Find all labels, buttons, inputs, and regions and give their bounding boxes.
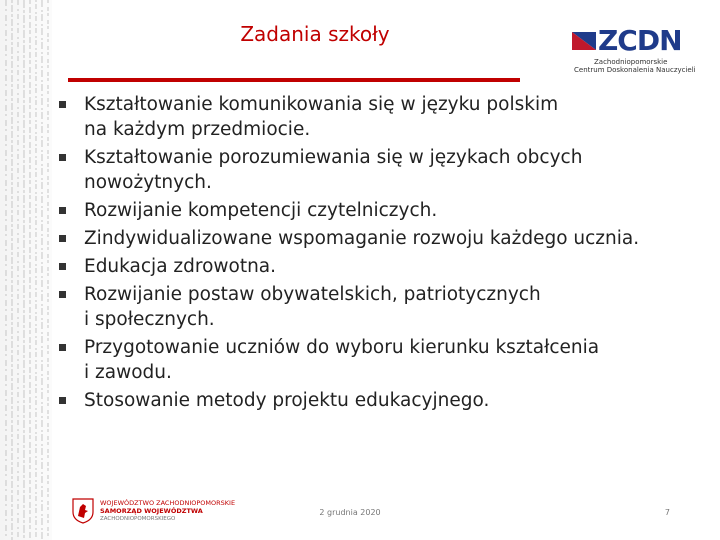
logo-subtitle-2: Centrum Doskonalenia Nauczycieli: [574, 66, 696, 74]
square-bullet-icon: [59, 344, 66, 351]
bullet-text-line2: na każdym przedmiocie.: [84, 119, 311, 140]
title-underline: [68, 78, 520, 82]
bullet-item: [56, 198, 706, 223]
page-number: 7: [664, 508, 670, 517]
bullet-item: [56, 388, 706, 413]
square-bullet-icon: [59, 235, 66, 242]
logo-wordmark: ZCDN: [598, 24, 682, 57]
bullet-text-line1: Przygotowanie uczniów do wyboru kierunku kształcenia: [84, 337, 600, 358]
org-line-3: ZACHODNIOPOMORSKIEGO: [100, 516, 176, 522]
square-bullet-icon: [59, 263, 66, 270]
bullet-item: [56, 226, 706, 251]
square-bullet-icon: [59, 291, 66, 298]
bullet-text-line1: Rozwijanie postaw obywatelskich, patriotycznych: [84, 284, 541, 305]
bullet-text-line1: Zindywidualizowane wspomaganie rozwoju każdego ucznia.: [84, 228, 640, 249]
org-line-1: WOJEWÓDZTWO ZACHODNIOPOMORSKIE: [100, 499, 236, 507]
bullet-text-line1: Kształtowanie porozumiewania się w językach obcych: [84, 147, 583, 168]
bullet-text-line1: Kształtowanie komunikowania się w języku polskim: [84, 94, 559, 115]
bullet-item: [56, 282, 706, 332]
slide-title: Zadania szkoły: [240, 22, 390, 46]
bullet-item: [56, 335, 706, 385]
logo-subtitle-1: Zachodniopomorskie: [594, 58, 668, 66]
footer-date: 2 grudnia 2020: [319, 508, 381, 517]
square-bullet-icon: [59, 397, 66, 404]
org-line-2: SAMORZĄD WOJEWÓDZTWA: [100, 507, 203, 515]
bullet-item: [56, 92, 706, 142]
bullet-item: [56, 254, 706, 279]
square-bullet-icon: [59, 207, 66, 214]
bullet-text-line1: Stosowanie metody projektu edukacyjnego.: [84, 390, 490, 411]
handwriting-texture: [0, 0, 52, 540]
bullet-text-line2: i zawodu.: [84, 362, 172, 383]
bullet-list: [56, 92, 706, 416]
griffin-crest-icon: [72, 498, 94, 524]
zcdn-mark-icon: [572, 32, 596, 50]
square-bullet-icon: [59, 101, 66, 108]
zcdn-logo: [572, 24, 696, 76]
bullet-text-line2: nowożytnych.: [84, 172, 212, 193]
bullet-text-line2: i społecznych.: [84, 309, 215, 330]
bullet-text-line1: Rozwijanie kompetencji czytelniczych.: [84, 200, 438, 221]
bullet-item: [56, 145, 706, 195]
bullet-text-line1: Edukacja zdrowotna.: [84, 256, 277, 277]
voivodeship-logo: [72, 498, 236, 528]
square-bullet-icon: [59, 154, 66, 161]
decorative-handwriting-strip: [0, 0, 52, 540]
